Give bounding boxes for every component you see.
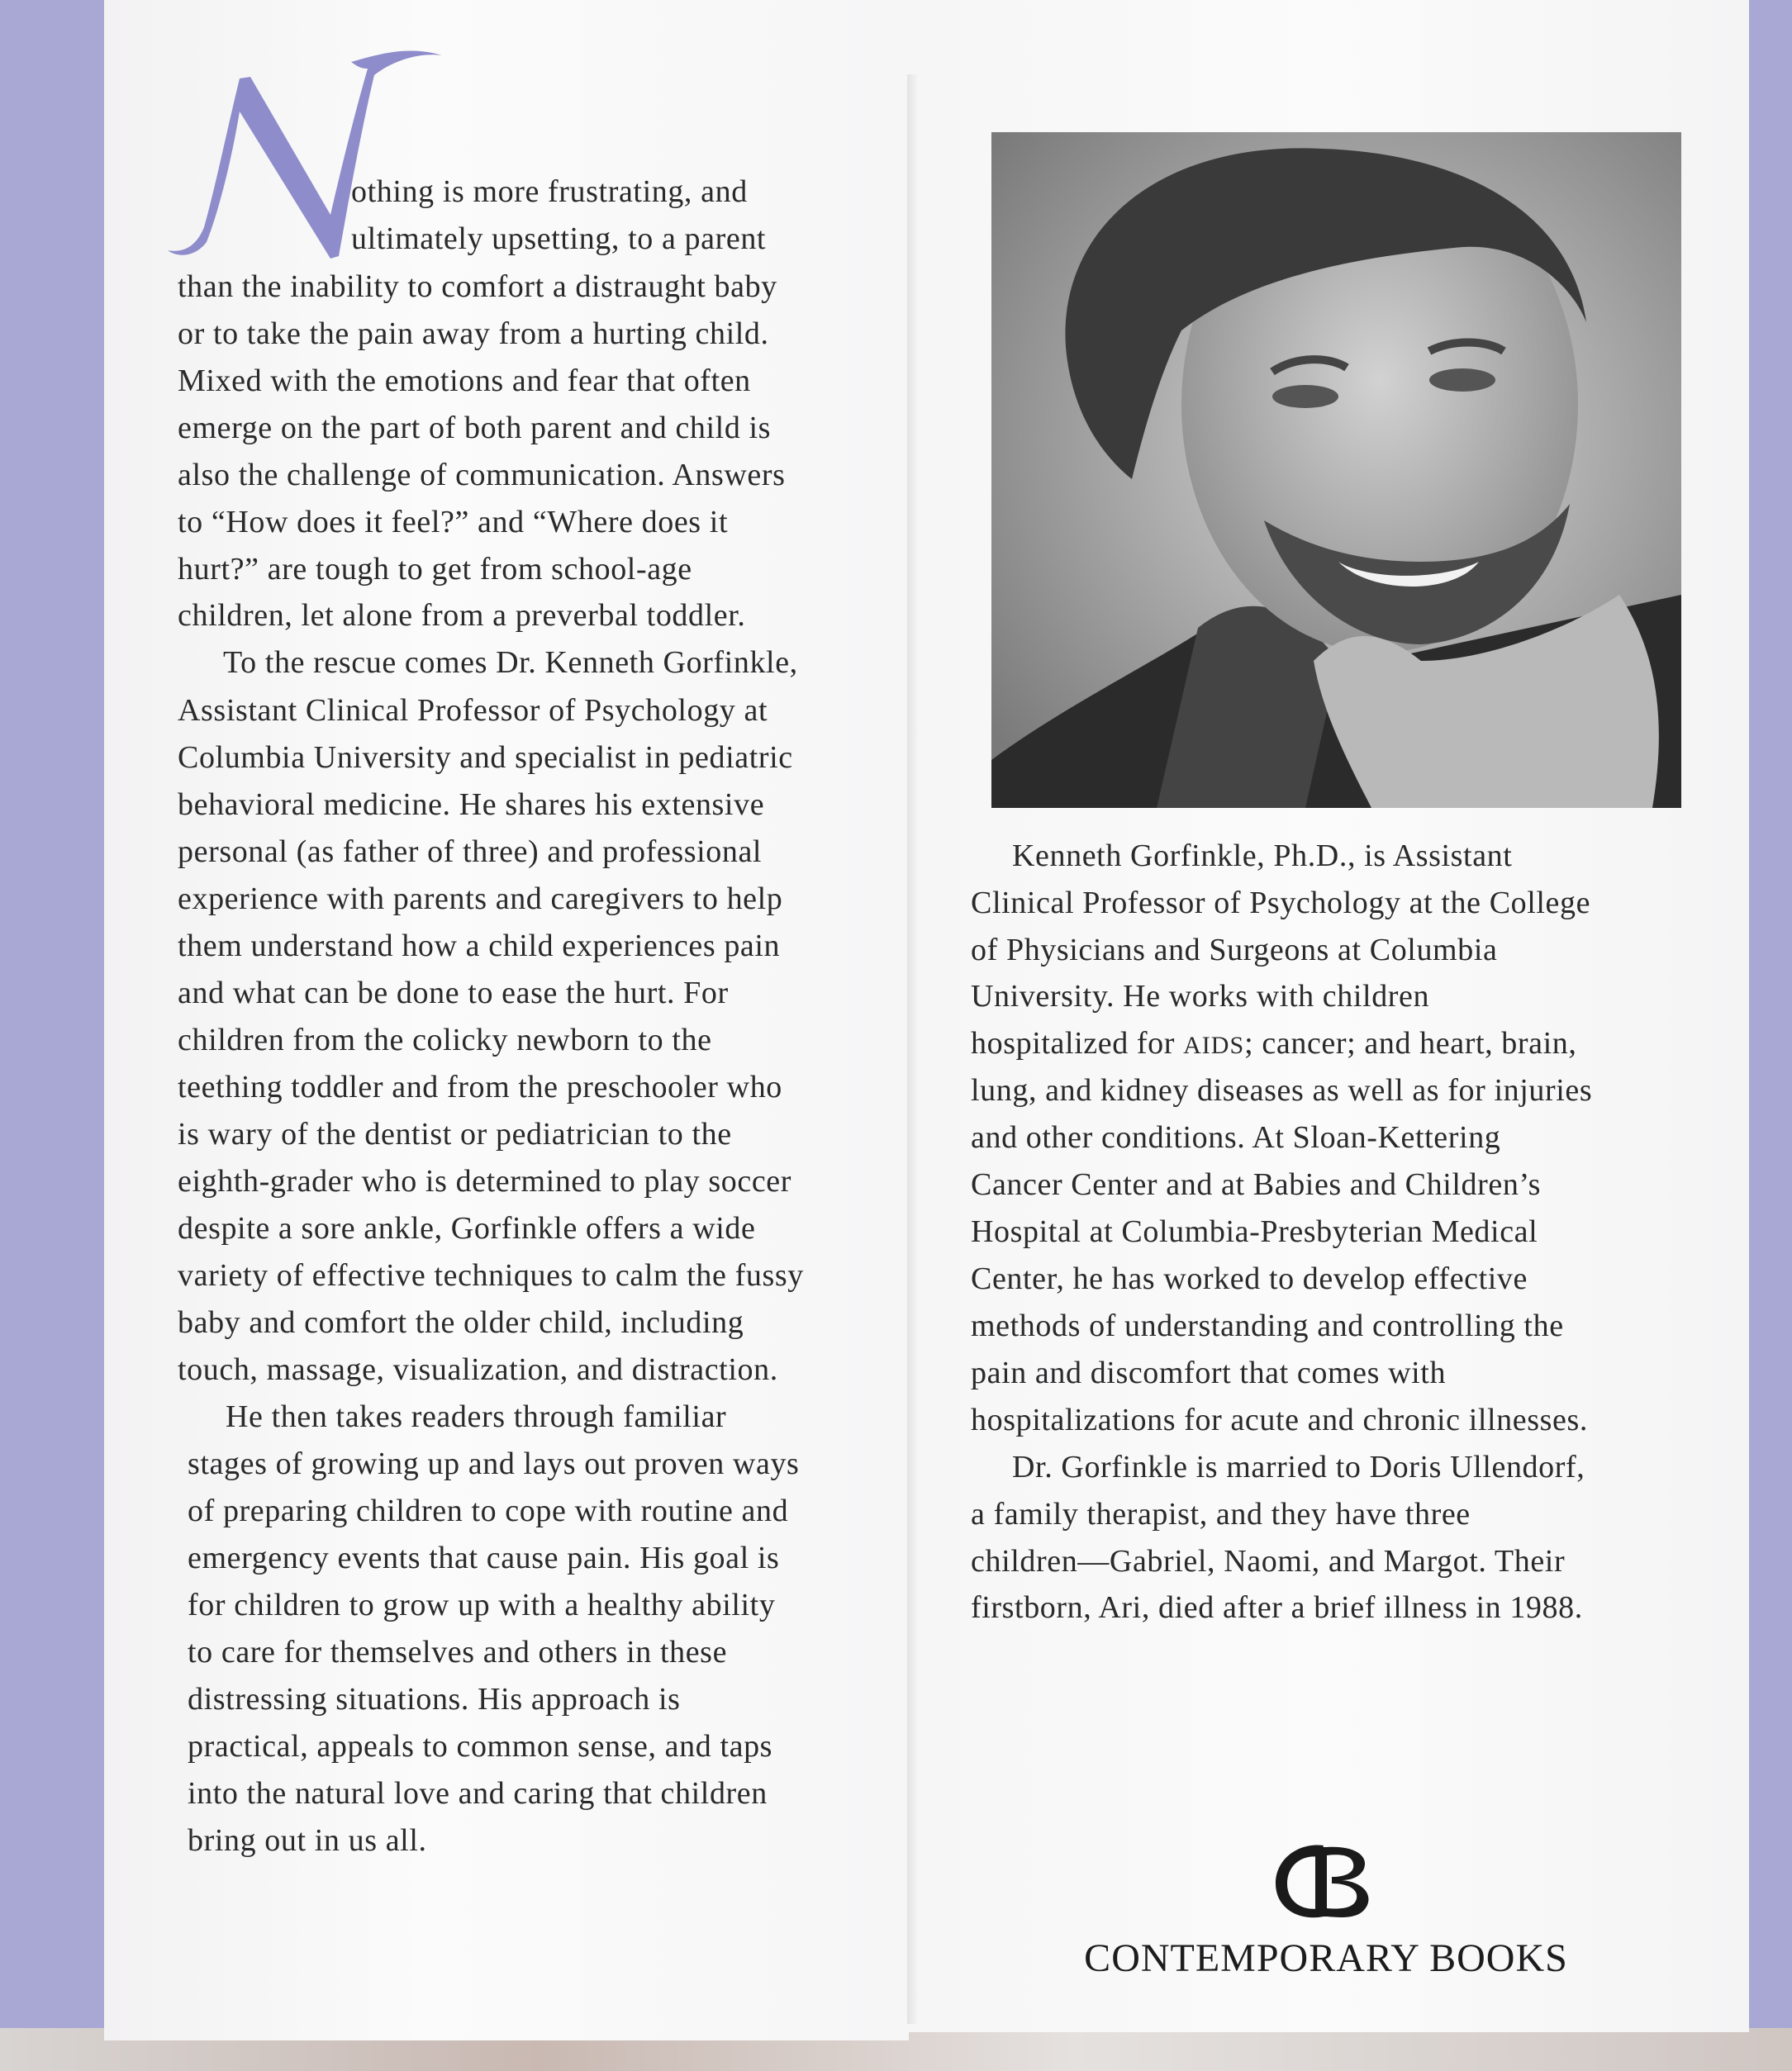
bio-line: Clinical Professor of Psychology at the College bbox=[971, 886, 1591, 920]
description-line: to care for themselves and others in these bbox=[188, 1635, 728, 1670]
description-line: Mixed with the emotions and fear that often bbox=[178, 363, 751, 398]
bio-line: and other conditions. At Sloan-Kettering bbox=[971, 1120, 1501, 1155]
bio-line: Kenneth Gorfinkle, Ph.D., is Assistant bbox=[1012, 838, 1513, 873]
description-line: to “How does it feel?” and “Where does it bbox=[178, 505, 729, 539]
description-line: To the rescue comes Dr. Kenneth Gorfinkle, bbox=[223, 645, 798, 680]
bio-line: of Physicians and Surgeons at Columbia bbox=[971, 933, 1498, 967]
description-line: Columbia University and specialist in pediatric bbox=[178, 740, 793, 775]
description-line: He then takes readers through familiar bbox=[226, 1399, 727, 1434]
description-line: also the challenge of communication. Answers bbox=[178, 458, 786, 492]
bio-line: children—Gabriel, Naomi, and Margot. Their bbox=[971, 1544, 1566, 1579]
description-line: into the natural love and caring that children bbox=[188, 1776, 768, 1811]
bio-line: a family therapist, and they have three bbox=[971, 1497, 1471, 1532]
description-line: emergency events that cause pain. His goal is bbox=[188, 1541, 780, 1575]
description-line: them understand how a child experiences pain bbox=[178, 929, 781, 963]
bio-line: Center, he has worked to develop effective bbox=[971, 1261, 1528, 1296]
description-line: practical, appeals to common sense, and taps bbox=[188, 1729, 773, 1764]
description-line: experience with parents and caregivers to help bbox=[178, 881, 783, 916]
description-line: Assistant Clinical Professor of Psychology at bbox=[178, 693, 768, 728]
description-line: distressing situations. His approach is bbox=[188, 1682, 681, 1717]
description-line: personal (as father of three) and professional bbox=[178, 834, 763, 869]
description-line: teething toddler and from the preschooler who bbox=[178, 1070, 782, 1104]
bio-line-part: ; cancer; and heart, brain, bbox=[1244, 1026, 1577, 1061]
description-line: or to take the pain away from a hurting child. bbox=[178, 316, 769, 351]
description-line: is wary of the dentist or pediatrician to the bbox=[178, 1117, 732, 1152]
bio-line: Hospital at Columbia-Presbyterian Medical bbox=[971, 1214, 1538, 1249]
bio-line: pain and discomfort that comes with bbox=[971, 1356, 1447, 1390]
bio-line-smallcaps: AIDS bbox=[1183, 1032, 1245, 1059]
left-color-band bbox=[0, 0, 104, 2040]
bio-line bbox=[971, 1028, 1576, 1059]
description-line: emerge on the part of both parent and child is bbox=[178, 411, 772, 445]
bio-line: hospitalizations for acute and chronic illnesses. bbox=[971, 1403, 1588, 1437]
description-line: eighth-grader who is determined to play soccer bbox=[178, 1164, 792, 1199]
right-color-band bbox=[1749, 0, 1792, 2032]
bio-line: lung, and kidney diseases as well as for injuries bbox=[971, 1073, 1593, 1108]
flap-fold-shadow bbox=[907, 74, 919, 2024]
description-line: of preparing children to cope with routine and bbox=[188, 1494, 789, 1528]
description-line: touch, massage, visualization, and distraction. bbox=[178, 1352, 778, 1387]
bio-line: University. He works with children bbox=[971, 979, 1430, 1014]
publisher-logo bbox=[1266, 1836, 1381, 1926]
description-line: than the inability to comfort a distraught baby bbox=[178, 269, 777, 304]
description-line: othing is more frustrating, and bbox=[351, 174, 748, 209]
description-line: children, let alone from a preverbal toddler. bbox=[178, 598, 746, 633]
description-line: children from the colicky newborn to the bbox=[178, 1023, 712, 1057]
author-photo bbox=[991, 132, 1681, 808]
bio-line: Cancer Center and at Babies and Children’s bbox=[971, 1167, 1541, 1202]
description-line: ultimately upsetting, to a parent bbox=[351, 221, 767, 256]
description-line: behavioral medicine. He shares his extensive bbox=[178, 787, 765, 822]
description-line: stages of growing up and lays out proven ways bbox=[188, 1446, 800, 1481]
bio-line: methods of understanding and controlling the bbox=[971, 1309, 1564, 1343]
bio-line: firstborn, Ari, died after a brief illness in 1988. bbox=[971, 1590, 1583, 1625]
publisher-name: CONTEMPORARY BOOKS bbox=[1084, 1936, 1568, 1980]
bio-line: Dr. Gorfinkle is married to Doris Ullendorf, bbox=[1012, 1450, 1585, 1484]
description-line: and what can be done to ease the hurt. For bbox=[178, 976, 729, 1010]
description-line: for children to grow up with a healthy ability bbox=[188, 1588, 776, 1622]
description-line: bring out in us all. bbox=[188, 1823, 427, 1858]
description-line: baby and comfort the older child, including bbox=[178, 1305, 744, 1340]
description-line: hurt?” are tough to get from school-age bbox=[178, 552, 692, 587]
description-line: variety of effective techniques to calm the fussy bbox=[178, 1258, 804, 1293]
description-line: despite a sore ankle, Gorfinkle offers a wide bbox=[178, 1211, 756, 1246]
bio-line-part: hospitalized for bbox=[971, 1026, 1184, 1061]
